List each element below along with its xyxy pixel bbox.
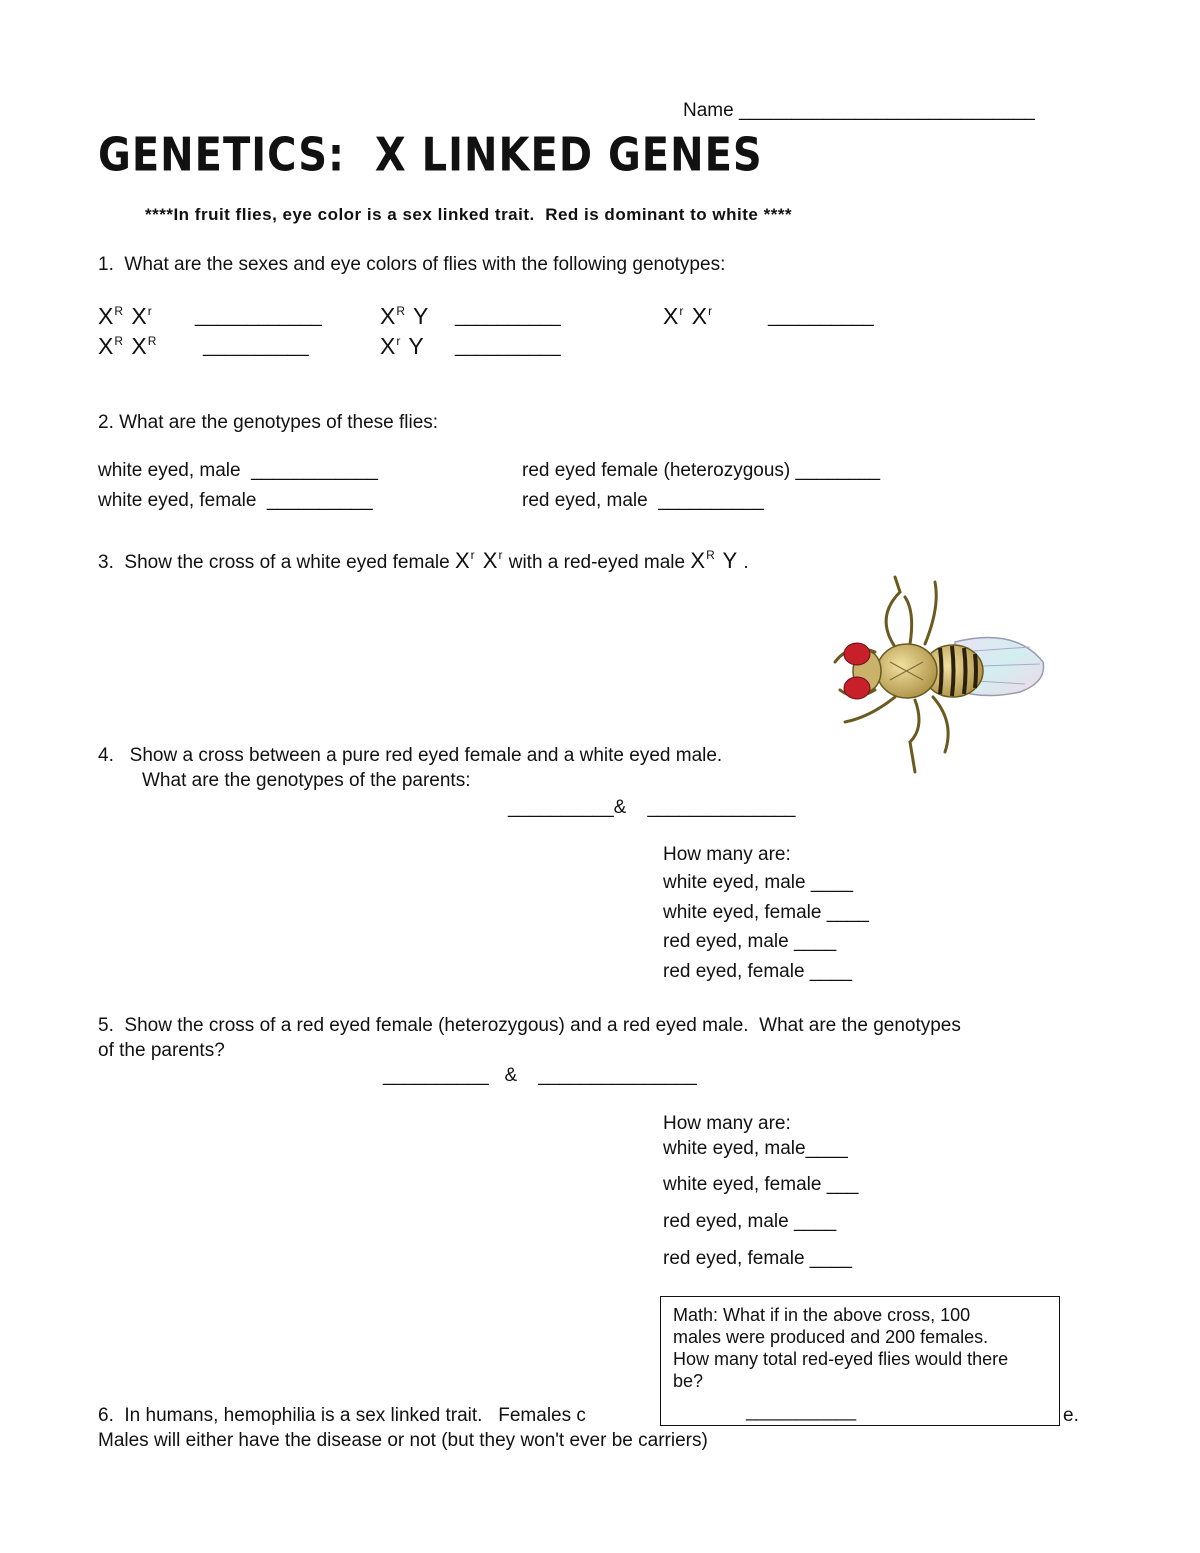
page-title: GENETICS: X LINKED GENES bbox=[98, 129, 763, 183]
q4-count-white-male[interactable]: white eyed, male ____ bbox=[663, 872, 854, 893]
q4-parents-blank[interactable]: __________& ______________ bbox=[508, 797, 796, 818]
q3-middle: with a red-eyed male bbox=[503, 552, 691, 573]
answer-blank[interactable]: __________ bbox=[455, 336, 561, 357]
q5-count-red-female[interactable]: red eyed, female ____ bbox=[663, 1248, 853, 1269]
genotype-xr-xr-het: $X^R$ $X^r$ bbox=[98, 303, 153, 329]
math-line: be? bbox=[673, 1370, 704, 1391]
question-5-cont: of the parents? bbox=[98, 1040, 225, 1061]
answer-blank[interactable]: __________ bbox=[455, 306, 561, 327]
answer-blank[interactable]: __________ bbox=[203, 336, 309, 357]
question-1: 1. What are the sexes and eye colors of flies with the following genotypes: bbox=[98, 254, 726, 275]
genotype-xR-xR: $X^R$ $X^R$ bbox=[98, 333, 158, 359]
q4-count-red-female[interactable]: red eyed, female ____ bbox=[663, 961, 853, 982]
q3-prefix: 3. Show the cross of a white eyed female bbox=[98, 552, 455, 573]
q3-suffix: . bbox=[738, 552, 749, 573]
genotype-xr-xr: $X^r$ $X^r$ bbox=[454, 548, 504, 573]
fruit-fly-icon bbox=[815, 572, 1055, 777]
q2-red-female-het[interactable]: red eyed female (heterozygous) ________ bbox=[522, 460, 881, 481]
q4-count-white-female[interactable]: white eyed, female ____ bbox=[663, 902, 869, 923]
q4-count-red-male[interactable]: red eyed, male ____ bbox=[663, 931, 837, 952]
q5-count-white-male[interactable]: white eyed, male____ bbox=[663, 1138, 848, 1159]
q5-parents-blank[interactable]: __________ & _______________ bbox=[383, 1065, 697, 1086]
question-3 bbox=[98, 548, 749, 575]
q2-white-female[interactable]: white eyed, female __________ bbox=[98, 490, 373, 511]
question-4: 4. Show a cross between a pure red eyed female and a white eyed male. bbox=[98, 745, 723, 766]
name-field[interactable]: Name ____________________________ bbox=[683, 100, 1035, 121]
q5-count-red-male[interactable]: red eyed, male ____ bbox=[663, 1211, 837, 1232]
q4-how-many: How many are: bbox=[663, 844, 791, 865]
q2-white-male[interactable]: white eyed, male ____________ bbox=[98, 460, 378, 481]
math-line: How many total red-eyed flies would there bbox=[673, 1348, 1009, 1369]
question-5: 5. Show the cross of a red eyed female (heterozygous) and a red eyed male. What are the genotypes bbox=[98, 1015, 961, 1036]
math-line: Math: What if in the above cross, 100 bbox=[673, 1305, 971, 1325]
genotype-xR-y: $X^R$ Y bbox=[380, 303, 430, 329]
math-answer-blank[interactable]: ___________ bbox=[746, 1401, 857, 1421]
q4-parents-prompt: What are the genotypes of the parents: bbox=[142, 770, 471, 791]
question-2: 2. What are the genotypes of these flies: bbox=[98, 412, 439, 433]
answer-blank[interactable]: __________ bbox=[768, 306, 874, 327]
genotype-xr-xr: $X^r$ $X^r$ bbox=[663, 303, 714, 329]
genotype-xR-y: $X^R$ Y bbox=[690, 548, 739, 573]
question-6-end: e. bbox=[1063, 1405, 1079, 1426]
genotype-xr-y: $X^r$ Y bbox=[380, 333, 425, 359]
q5-how-many: How many are: bbox=[663, 1113, 791, 1134]
math-line: males were produced and 200 females. bbox=[673, 1326, 989, 1347]
question-6: 6. In humans, hemophilia is a sex linked trait. Females c bbox=[98, 1405, 586, 1426]
q5-count-white-female[interactable]: white eyed, female ___ bbox=[663, 1174, 859, 1195]
question-6-cont: Males will either have the disease or not (but they won't ever be carriers) bbox=[98, 1430, 708, 1451]
math-text-box bbox=[660, 1296, 1060, 1426]
q2-red-male[interactable]: red eyed, male __________ bbox=[522, 490, 764, 511]
answer-blank[interactable]: ____________ bbox=[195, 306, 322, 327]
instruction-note: ****In fruit flies, eye color is a sex linked trait. Red is dominant to white **** bbox=[145, 205, 793, 224]
